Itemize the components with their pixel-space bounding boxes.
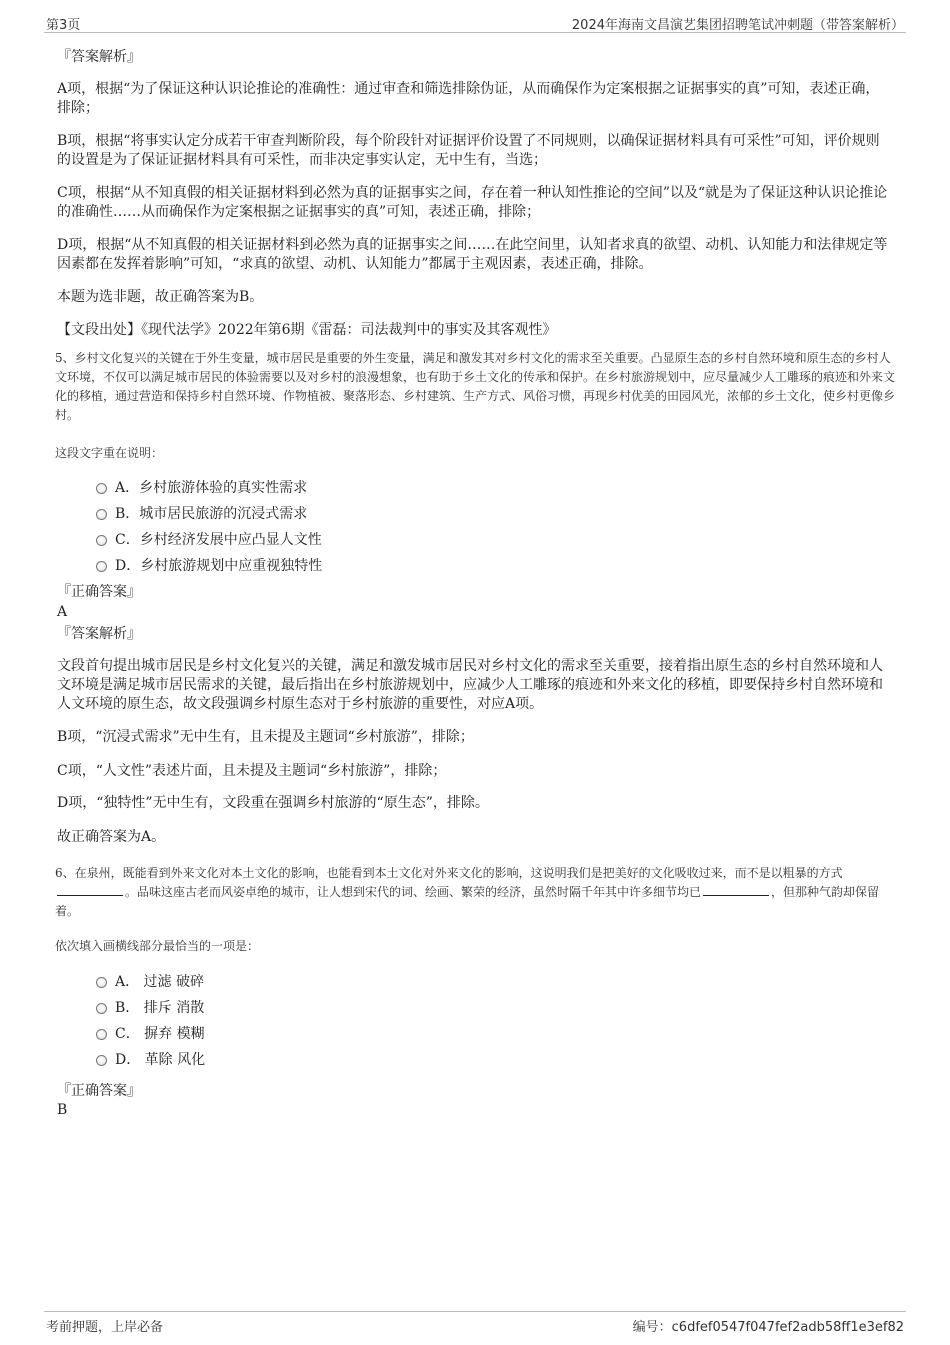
page-header — [44, 12, 906, 33]
page-footer — [44, 1311, 906, 1334]
fill-blank-1[interactable] — [57, 883, 123, 896]
radio-icon[interactable] — [96, 1055, 107, 1066]
q5-stem: 5、乡村文化复兴的关键在于外生变量，城市居民是重要的外生变量，满足和激发其对乡村文化的需求至关重要。凸显原生态的乡村自然环境和原生态的乡村人文环境，不仅可以满足城市居民的体验需要以及对乡村的浪漫想象，也有助于乡土文化的传承和保护。在乡村旅游规划中，应尽量减少人工雕琢的痕迹和外来文化的移植，通过营造和保持乡村自然环境、作物植被、聚落形态、乡村建筑、生产方式、风俗习惯，再现乡村优美的田园风光，浓郁的乡土文化，使乡村更像乡村。 — [55, 351, 896, 422]
q6-question: 依次填入画横线部分最恰当的一项是： — [55, 939, 260, 953]
page-number: 第3页 — [46, 18, 81, 33]
document-code: 编号：c6dfef0547f047fef2adb58ff1e3ef82 — [632, 1320, 904, 1335]
q5-option-b[interactable]: B．城市居民旅游的沉浸式需求 — [96, 504, 307, 524]
radio-icon[interactable] — [96, 535, 107, 546]
radio-icon[interactable] — [96, 509, 107, 520]
q5-question: 这段文字重在说明： — [55, 446, 164, 460]
q6-stem: 6、在泉州，既能看到外来文化对本土文化的影响，也能看到本土文化对外来文化的影响，这说明我们是把美好的文化吸收过来，而不是以粗暴的方式。品味这座古老而风姿卓绝的城市，让人想到宋代的词、绘画、繁荣的经济，虽然时隔千年其中许多细节均已 ，但那种气韵却保留着。 — [55, 866, 880, 918]
q6-option-b[interactable]: B． 排斥 消散 — [96, 998, 204, 1018]
radio-icon[interactable] — [96, 1003, 107, 1014]
q5-analysis-d: D项，“独特性”无中生有，文段重在强调乡村旅游的“原生态”，排除。 — [57, 795, 489, 811]
document-title: 2024年海南文昌演艺集团招聘笔试冲刺题（带答案解析） — [571, 18, 904, 33]
q5-analysis-c: C项，“人文性”表述片面，且未提及主题词“乡村旅游”，排除； — [57, 763, 447, 779]
radio-icon[interactable] — [96, 977, 107, 988]
q5-analysis-label: 『答案解析』 — [57, 626, 141, 642]
q5-analysis-main: 文段首句提出城市居民是乡村文化复兴的关键，满足和激发城市居民对乡村文化的需求至关重要，接着指出原生态的乡村自然环境和人文环境是满足城市居民需求的关键，最后指出在乡村旅游规划中，应减少人工雕琢的痕迹和外来文化的移植，即要保持乡村自然环境和人文环境的原生态，故文段强调乡村原生态对于乡村旅游的重要性，对应A项。 — [57, 658, 883, 712]
q6-option-c[interactable]: C． 摒弃 模糊 — [96, 1024, 205, 1044]
radio-icon[interactable] — [96, 1029, 107, 1040]
q5-answer: A — [57, 604, 68, 620]
q4-analysis-b: B项，根据“将事实认定分成若干审查判断阶段，每个阶段针对证据评价设置了不同规则，以确保证据材料具有可采性”可知，评价规则的设置是为了保证证据材料具有可采性，而非决定事实认定，无中生有，当选； — [57, 133, 880, 168]
q4-conclusion: 本题为选非题，故正确答案为B。 — [57, 289, 264, 305]
footer-slogan: 考前押题，上岸必备 — [46, 1320, 164, 1335]
q4-analysis-a: A项，根据“为了保证这种认识论推论的准确性：通过审查和筛选排除伪证，从而确保作为定案根据之证据事实的真”可知，表述正确，排除； — [57, 81, 880, 116]
q5-analysis-b: B项，“沉浸式需求”无中生有，且未提及主题词“乡村旅游”，排除； — [57, 729, 474, 745]
q4-source: 【文段出处】《现代法学》2022年第6期《雷磊：司法裁判中的事实及其客观性》 — [57, 322, 557, 338]
q6-option-a[interactable]: A． 过滤 破碎 — [96, 972, 204, 992]
q4-analysis-c: C项，根据“从不知真假的相关证据材料到必然为真的证据事实之间，存在着一种认知性推论的空间”以及“就是为了保证这种认识论推论的准确性……从而确保作为定案根据之证据事实的真”可知，表述正确，排除； — [57, 185, 888, 220]
q4-analysis-label: 『答案解析』 — [57, 49, 141, 65]
q6-option-d[interactable]: D． 革除 风化 — [96, 1050, 205, 1070]
radio-icon[interactable] — [96, 483, 107, 494]
q4-analysis-d: D项，根据“从不知真假的相关证据材料到必然为真的证据事实之间……在此空间里，认知者求真的欲望、动机、认知能力和法律规定等因素都在发挥着影响”可知，“求真的欲望、动机、认知能力”都属于主观因素，表述正确，排除。 — [57, 237, 888, 272]
q5-option-c[interactable]: C．乡村经济发展中应凸显人文性 — [96, 530, 322, 550]
fill-blank-2[interactable] — [703, 883, 769, 896]
q5-option-a[interactable]: A．乡村旅游体验的真实性需求 — [96, 478, 307, 498]
radio-icon[interactable] — [96, 561, 107, 572]
q5-option-d[interactable]: D．乡村旅游规划中应重视独特性 — [96, 556, 322, 576]
q5-answer-label: 『正确答案』 — [57, 584, 141, 600]
q5-conclusion: 故正确答案为A。 — [57, 829, 166, 845]
q6-answer-label: 『正确答案』 — [57, 1083, 141, 1099]
q6-answer: B — [57, 1102, 68, 1118]
